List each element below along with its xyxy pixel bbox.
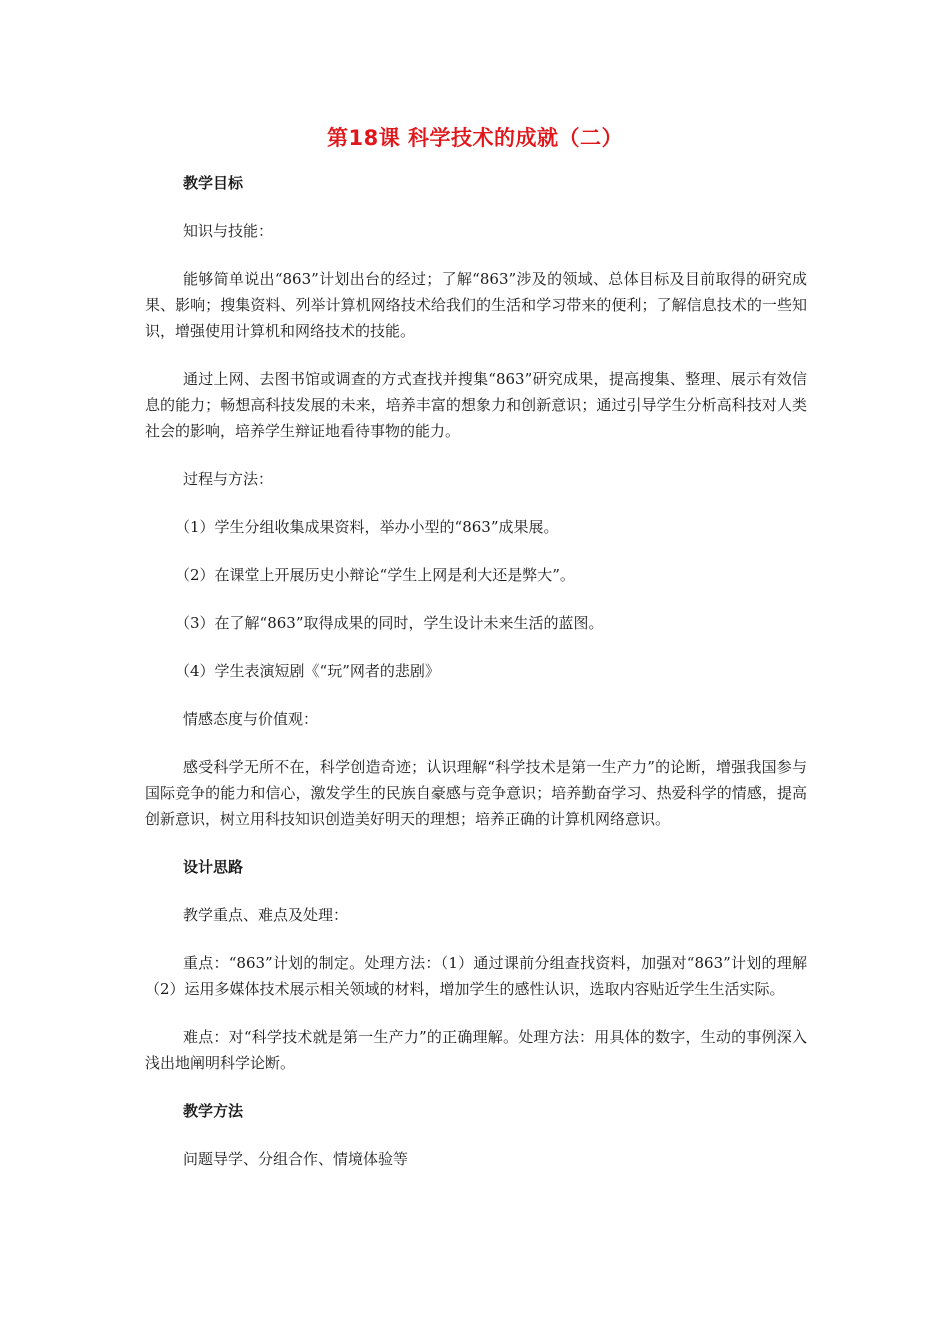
teaching-goals-heading: 教学目标 — [183, 174, 244, 192]
design-ideas-heading: 设计思路 — [183, 858, 244, 876]
teaching-methods-text: 问题导学、分组合作、情境体验等 — [183, 1150, 409, 1168]
document-body — [145, 170, 807, 1194]
knowledge-paragraph-1: 能够简单说出“863”计划出台的经过；了解“863”涉及的领域、总体目标及目前取得的研究成果、影响；搜集资料、列举计算机网络技术给我们的生活和学习带来的便利；了解信息技术的一些知识，增强使用计算机和网络技术的技能。 — [145, 270, 807, 340]
emotion-paragraph: 感受科学无所不在，科学创造奇迹；认识理解“科学技术是第一生产力”的论断，增强我国参与国际竞争的能力和信心，激发学生的民族自豪感与竞争意识；培养勤奋学习、热爱科学的情感，提高创新意识，树立用科技知识创造美好明天的理想；培养正确的计算机网络意识。 — [145, 758, 807, 828]
key-difficult-points-label: 教学重点、难点及处理： — [183, 906, 349, 924]
process-item-3: （3）在了解“863”取得成果的同时，学生设计未来生活的蓝图。 — [175, 614, 604, 632]
process-method-label: 过程与方法： — [183, 470, 274, 488]
emotion-values-label: 情感态度与价值观： — [183, 710, 319, 728]
process-item-2: （2）在课堂上开展历史小辩论“学生上网是利大还是弊大”。 — [175, 566, 575, 584]
difficulty-paragraph: 难点：对“科学技术就是第一生产力”的正确理解。处理方法：用具体的数字，生动的事例深入浅出地阐明科学论断。 — [145, 1028, 807, 1072]
knowledge-paragraph-2: 通过上网、去图书馆或调查的方式查找并搜集“863”研究成果，提高搜集、整理、展示有效信息的能力；畅想高科技发展的未来，培养丰富的想象力和创新意识；通过引导学生分析高科技对人类社会的影响，培养学生辩证地看待事物的能力。 — [145, 370, 807, 440]
teaching-methods-heading: 教学方法 — [183, 1102, 244, 1120]
process-item-1: （1）学生分组收集成果资料，举办小型的“863”成果展。 — [175, 518, 559, 536]
knowledge-skills-label: 知识与技能： — [183, 222, 274, 240]
lesson-title: 第18课 科学技术的成就（二） — [326, 126, 624, 150]
key-point-paragraph: 重点：“863”计划的制定。处理方法：（1）通过课前分组查找资料，加强对“863”计划的理解（2）运用多媒体技术展示相关领域的材料，增加学生的感性认识，选取内容贴近学生生活实际。 — [145, 954, 807, 998]
process-item-4: （4）学生表演短剧《“玩”网者的悲剧》 — [175, 662, 440, 680]
